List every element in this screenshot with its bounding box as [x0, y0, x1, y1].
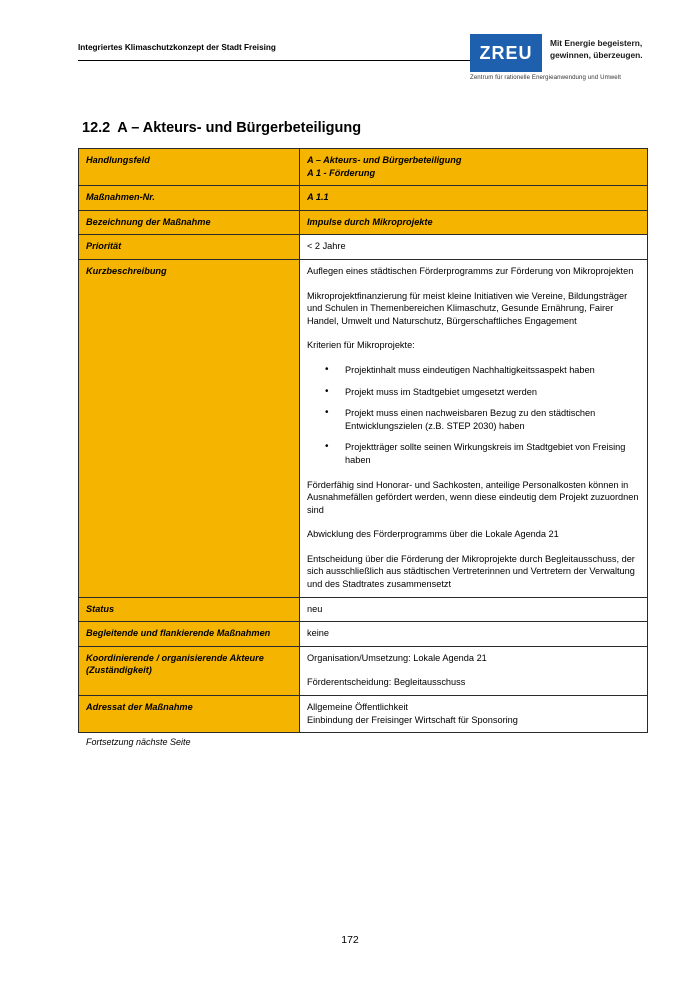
row-label-adressat: Adressat der Maßnahme	[79, 696, 300, 733]
logo-mark	[470, 34, 542, 72]
row-value-adressat	[300, 696, 648, 733]
continuation-note: Fortsetzung nächste Seite	[86, 737, 191, 748]
list-item: • Projekt muss im Stadtgebiet umgesetzt werden	[345, 386, 640, 399]
kurzbeschreibung-p2: Mikroprojektfinanzierung für meist kleine Initiativen wie Vereine, Bildungsträger und Schulen in Themenbereichen Klimaschutz, Gesunde Ernährung, Fairer Handel, Umwelt und Naturschutz, Bürgerschaftliches Engagement	[307, 290, 628, 326]
row-label-bezeichnung: Bezeichnung der Maßnahme	[79, 210, 300, 235]
akteure-p2: Förderentscheidung: Begleitausschuss	[307, 677, 466, 688]
table-row	[79, 597, 648, 622]
handlungsfeld-line2: A 1 - Förderung	[307, 167, 376, 178]
list-item: • Projekt muss einen nachweisbaren Bezug zu den städtischen Entwicklungszielen (z.B. STEP 2030) haben	[345, 407, 640, 432]
adressat-line1: Allgemeine Öffentlichkeit	[307, 702, 408, 713]
header-title: Integriertes Klimaschutzkonzept der Stadt Freising	[78, 43, 276, 52]
row-value-begleitende-massnahmen: keine	[300, 622, 648, 647]
logo-slogan	[550, 38, 643, 61]
list-item: • Projektinhalt muss eindeutigen Nachhaltigkeitssaspekt haben	[345, 364, 640, 377]
adressat-line2: Einbindung der Freisinger Wirtschaft für Sponsoring	[307, 714, 518, 725]
row-value-prioritaet: < 2 Jahre	[300, 235, 648, 260]
criteria-list	[307, 364, 640, 467]
row-label-koordinierende-akteure: Koordinierende / organisierende Akteure (Zuständigkeit)	[79, 646, 300, 695]
logo-slogan-line2: gewinnen, überzeugen.	[550, 49, 643, 60]
page-number: 172	[341, 934, 359, 946]
table-row	[79, 210, 648, 235]
table-row	[79, 646, 648, 695]
kurzbeschreibung-p5: Abwicklung des Förderprogramms über die Lokale Agenda 21	[307, 529, 559, 540]
section-number: 12.2	[82, 120, 111, 136]
list-item: • Projektträger sollte seinen Wirkungskreis im Stadtgebiet von Freising haben	[345, 441, 640, 466]
table-row	[79, 235, 648, 260]
kurzbeschreibung-p6: Entscheidung über die Förderung der Mikroprojekte durch Begleitausschuss, der sich ausschließlich aus städtischen Vertreterinnen und Vertretern der Verwaltung und des Stadtrates zusammensetzt	[307, 553, 635, 590]
kurzbeschreibung-p3: Kriterien für Mikroprojekte:	[307, 340, 415, 351]
zreu-logo	[470, 34, 648, 86]
row-value-status: neu	[300, 597, 648, 622]
page-title	[82, 120, 648, 136]
section-title: A – Akteurs- und Bürgerbeteiligung	[117, 120, 362, 136]
row-value-kurzbeschreibung	[300, 259, 648, 597]
row-label-kurzbeschreibung: Kurzbeschreibung	[79, 259, 300, 597]
table-row	[79, 696, 648, 733]
row-label-status: Status	[79, 597, 300, 622]
row-label-begleitende-massnahmen: Begleitende und flankierende Maßnahmen	[79, 622, 300, 647]
kurzbeschreibung-p4: Förderfähig sind Honorar- und Sachkosten, anteilige Personalkosten können in Ausnahmefällen gefördert werden, wenn diese eindeutig dem Projekt zuzuordnen sind	[307, 479, 639, 515]
row-label-handlungsfeld: Handlungsfeld	[79, 149, 300, 186]
page-header	[78, 36, 648, 98]
table-row	[79, 622, 648, 647]
row-label-prioritaet: Priorität	[79, 235, 300, 260]
akteure-p1: Organisation/Umsetzung: Lokale Agenda 21	[307, 652, 487, 663]
kurzbeschreibung-p1: Auflegen eines städtischen Förderprogramms zur Förderung von Mikroprojekten	[307, 265, 634, 276]
row-value-koordinierende-akteure	[300, 646, 648, 695]
handlungsfeld-line1: A – Akteurs- und Bürgerbeteiligung	[307, 155, 462, 165]
logo-subline: Zentrum für rationelle Energieanwendung und Umwelt	[470, 74, 621, 81]
table-row	[79, 149, 648, 186]
logo-slogan-line1: Mit Energie begeistern,	[550, 38, 643, 48]
table-row	[79, 259, 648, 597]
row-value-handlungsfeld	[300, 149, 648, 186]
row-value-massnahmen-nr: A 1.1	[300, 186, 648, 211]
table-row	[79, 186, 648, 211]
logo-mark-text: ZREU	[479, 42, 533, 63]
measure-table	[78, 148, 648, 733]
row-label-massnahmen-nr: Maßnahmen-Nr.	[79, 186, 300, 211]
row-value-bezeichnung: Impulse durch Mikroprojekte	[300, 210, 648, 235]
